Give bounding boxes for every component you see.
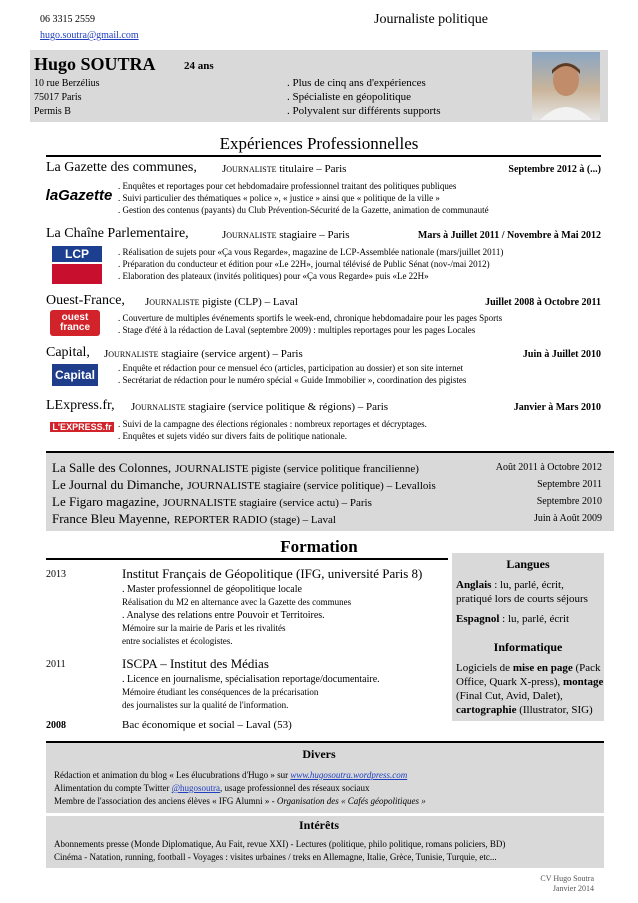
role-label: Journaliste (104, 348, 159, 360)
it-skill: mise en page (512, 662, 573, 674)
other-company: La Salle des Colonnes, (52, 460, 172, 475)
section-divider (46, 451, 614, 453)
driving-permit: Permis B (34, 106, 71, 117)
footer-line: Janvier 2014 (552, 884, 594, 893)
experience-bullets (118, 418, 427, 442)
section-title-experiences: Expériences Professionnelles (219, 134, 419, 153)
bullet: . Suivi particulier des thématiques « police », « justice » ainsi que « politique de la ville » (118, 193, 440, 203)
formation-line: Mémoire étudiant les conséquences de la précarisation (122, 687, 319, 697)
experience-dates: Juillet 2008 à Octobre 2011 (485, 297, 601, 308)
formation-year: 2013 (46, 569, 66, 580)
it-text: Office, Quark X-press), (456, 676, 564, 688)
formation-line: Réalisation du M2 en alternance avec la Gazette des communes (122, 597, 352, 607)
bullet: . Elaboration des plateaux (invités politiques) pour «Ça vous Regarde» puis «Le 22H» (118, 271, 429, 281)
profile-photo (532, 52, 600, 120)
bullet: . Suivi de la campagne des élections régionales : nombreux reportages et décryptages. (118, 419, 427, 429)
email-link[interactable]: hugo.soutra@gmail.com (40, 30, 139, 41)
experience-company: Capital, (46, 345, 90, 360)
it-text: (Illustrator, SIG) (516, 704, 593, 716)
it-text: Logiciels de (456, 662, 513, 674)
other-company: France Bleu Mayenne, (52, 511, 171, 526)
formation-line: . Licence en journalisme, spécialisation reportage/documentaire. (122, 674, 380, 685)
formation-year: 2008 (46, 720, 66, 731)
experience-dates: Juin à Juillet 2010 (522, 349, 601, 360)
formation-school: ISCPA – Institut des Médias (122, 656, 269, 671)
languages-title: Langues (506, 557, 550, 571)
phone: 06 3315 2559 (40, 14, 95, 25)
experience-role (222, 229, 350, 241)
other-experience-dates: Juin à Août 2009 (533, 513, 602, 524)
other-experience-row (52, 493, 372, 511)
gazette-logo: laGazette (45, 186, 113, 204)
role-label: Journaliste (222, 229, 277, 241)
lexpress-logo (50, 420, 114, 434)
experience-dates: Mars à Juillet 2011 / Novembre à Mai 2012 (417, 230, 601, 241)
candidate-age: 24 ans (184, 60, 214, 72)
interets-line: Abonnements presse (Monde Diplomatique, Au Fait, revue XXI) - Lectures (politique, philo politique, romans policiers, BD) (54, 839, 506, 849)
lcp-logo (52, 246, 102, 284)
experience-company: La Chaîne Parlementaire, (46, 226, 189, 241)
formation-year: 2011 (46, 659, 66, 670)
language-english-level: : lu, parlé, écrit, (491, 579, 564, 591)
it-details (456, 661, 603, 717)
experience-bullets (118, 180, 489, 216)
candidate-name: Hugo SOUTRA (34, 54, 156, 74)
other-experience-dates: Septembre 2011 (537, 479, 602, 490)
divers-text: Alimentation du compte Twitter (54, 783, 172, 793)
experience-role (104, 348, 303, 360)
experience-bullets (118, 246, 503, 282)
twitter-link[interactable]: @hugosoutra (171, 783, 220, 793)
formation-school: Bac économique et social – Laval (53) (122, 719, 292, 731)
section-title-formation: Formation (280, 537, 358, 556)
bullet: . Enquête et rédaction pour ce mensuel éco (articles, participation au dossier) et son site internet (118, 363, 464, 373)
address-line-2: 75017 Paris (34, 92, 82, 103)
ouest-france-logo: ouest france (50, 310, 100, 336)
other-role: JOURNALISTE pigiste (service politique francilienne) (175, 463, 419, 475)
profile-point: . Polyvalent sur différents supports (287, 105, 441, 117)
bullet: . Secrétariat de rédaction pour le numéro spécial « Guide Immobilier », coordination des pigistes (118, 375, 467, 385)
experience-dates: Septembre 2012 à (...) (508, 164, 601, 175)
experience-company: LExpress.fr, (46, 398, 115, 413)
role-detail: stagiaire (service politique & régions) – Paris (188, 401, 389, 413)
lcp-logo-text: LCP (52, 246, 102, 262)
formation-line: . Analyse des relations entre Pouvoir et Territoires. (122, 610, 325, 621)
other-role: JOURNALISTE stagiaire (service politique) – Levallois (187, 480, 436, 492)
section-divider (46, 155, 601, 157)
role-label: Journaliste (131, 401, 186, 413)
person-icon (532, 52, 600, 120)
other-role: REPORTER RADIO (stage) – Laval (174, 514, 336, 526)
profile-point: . Spécialiste en géopolitique (287, 91, 412, 103)
bullet: . Gestion des contenus (payants) du Club Prévention-Sécurité de la Gazette, animation de communauté (118, 205, 489, 215)
it-title: Informatique (493, 640, 563, 654)
divers-text: Organisation des « Cafés géopolitiques » (276, 796, 426, 806)
profile-point: . Plus de cinq ans d'expériences (287, 77, 426, 89)
bullet: . Couverture de multiples événements sportifs le week-end, chronique hebdomadaire pour les pages Sports (118, 313, 503, 323)
role-detail: pigiste (CLP) – Laval (202, 296, 298, 308)
divers-details (54, 769, 426, 808)
experience-company: Ouest-France, (46, 293, 125, 308)
languages-details (456, 578, 588, 626)
it-text: (Final Cut, Avid, Dalet), (456, 690, 563, 702)
other-company: Le Figaro magazine, (52, 494, 160, 509)
experience-role (222, 163, 346, 175)
footer-line: CV Hugo Soutra (540, 874, 594, 883)
experience-role (131, 401, 388, 413)
formation-line: . Master professionnel de géopolitique locale (122, 584, 302, 595)
it-text: (Pack (572, 662, 601, 674)
section-divider (46, 558, 448, 560)
formation-line: des journalistes sur la qualité de l'information. (122, 700, 289, 710)
experience-dates: Janvier à Mars 2010 (513, 402, 601, 413)
role-label: Journaliste (145, 296, 200, 308)
bullet: . Enquêtes et reportages pour cet hebdomadaire professionnel traitant des politiques publiques (118, 181, 457, 191)
other-company: Le Journal du Dimanche, (52, 477, 184, 492)
experience-company: La Gazette des communes, (46, 160, 197, 175)
formation-school: Institut Français de Géopolitique (IFG, université Paris 8) (122, 566, 423, 581)
other-experience-dates: Août 2011 à Octobre 2012 (495, 462, 602, 473)
bullet: . Enquêtes et sujets vidéo sur divers faits de politique nationale. (118, 431, 347, 441)
public-senat-band-icon (52, 264, 102, 284)
section-divider (46, 741, 604, 743)
role-detail: titulaire – Paris (279, 163, 347, 175)
section-title-interets: Intérêts (299, 818, 339, 832)
divers-text: Membre de l'association des anciens élèves « IFG Alumni » - (54, 796, 277, 806)
lexpress-logo-text: L'EXPRESS.fr (52, 422, 112, 432)
other-experience-row (52, 459, 419, 477)
language-english-note: pratiqué lors de courts séjours (456, 593, 588, 605)
other-experience-row (52, 510, 336, 528)
bullet: . Stage d'été à la rédaction de Laval (septembre 2009) : multiples reportages pour les pages Locales (118, 325, 476, 335)
formation-line: entre socialistes et écologistes. (122, 636, 233, 646)
role-title: Journaliste politique (374, 12, 488, 27)
formation-details (122, 583, 351, 648)
divers-text: Rédaction et animation du blog « Les élucubrations d'Hugo » sur (54, 770, 291, 780)
it-skill: montage (563, 676, 604, 688)
section-title-divers: Divers (302, 747, 336, 761)
bullet: . Réalisation de sujets pour «Ça vous Regarde», magazine de LCP-Assemblée nationale (mars/juillet 2011) (118, 247, 504, 257)
formation-details (122, 673, 380, 712)
experience-role (145, 296, 298, 308)
blog-link[interactable]: www.hugosoutra.wordpress.com (290, 770, 408, 780)
language-spanish-level: : lu, parlé, écrit (499, 613, 570, 625)
bullet: . Préparation du conducteur et édition pour «Le 22H», journal télévisé de Public Sénat (nov-/mai 2012) (118, 259, 490, 269)
interets-line: Cinéma - Natation, running, football - Voyages : visites urbaines / treks en Allemagne, Italie, Grèce, Tunisie, Turquie, etc... (54, 852, 497, 862)
language-english: Anglais (456, 579, 492, 591)
other-experience-dates: Septembre 2010 (536, 496, 602, 507)
other-experience-row (52, 476, 436, 494)
language-spanish: Espagnol (456, 613, 500, 625)
role-detail: stagiaire (service argent) – Paris (161, 348, 303, 360)
experience-bullets (118, 312, 502, 336)
it-skill: cartographie (456, 704, 517, 716)
interets-details (54, 838, 505, 864)
address-line-1: 10 rue Berzélius (34, 78, 100, 89)
experience-bullets (118, 362, 466, 386)
divers-text: , usage professionnel des réseaux sociaux (219, 783, 370, 793)
formation-line: Mémoire sur la mairie de Paris et les rivalités (122, 623, 286, 633)
other-role: JOURNALISTE stagiaire (service actu) – Paris (163, 497, 372, 509)
capital-logo: Capital (52, 364, 98, 386)
role-label: Journaliste (222, 163, 277, 175)
role-detail: stagiaire – Paris (279, 229, 350, 241)
footer (540, 874, 594, 894)
